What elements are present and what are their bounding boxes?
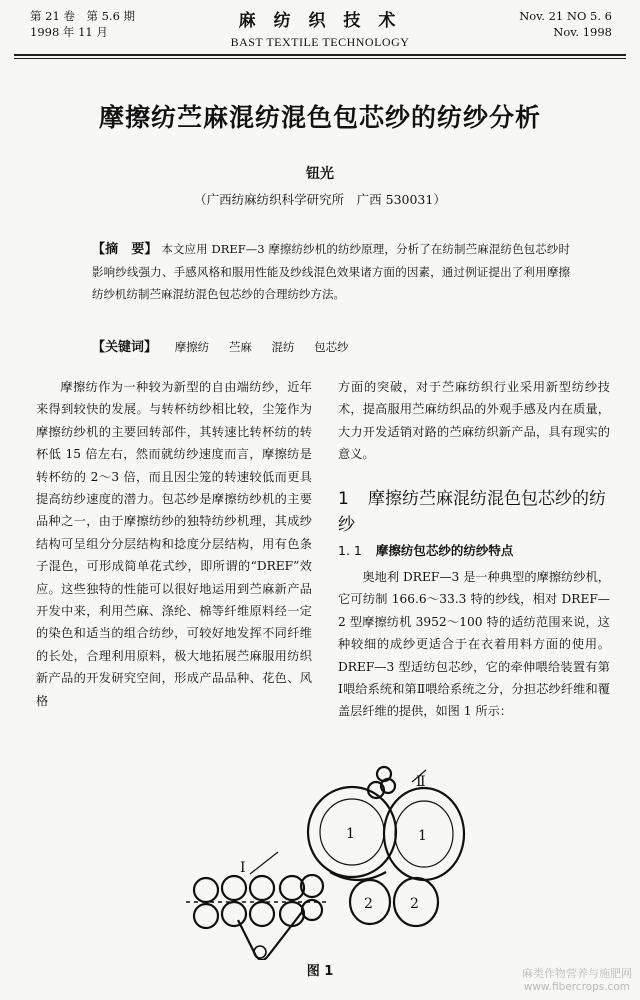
label-system-I: I (240, 860, 246, 876)
intro-paragraph: 摩擦纺作为一种较为新型的自由端纺纱，近年来得到较快的发展。与转杯纺纱相比较，尘笼作为摩擦纺纱机的主要回转部件，其转速比转杯纺的转杯低 15 倍左右，然而就纺纱速度而言，摩擦纺是转杯纺的 2～3 倍，而且因尘笼的转速较低而更具提高纺纱速度的潜力。包芯纱是摩擦纺纱机的主要品种之一，由于摩擦纺纱的独特纺纱机理，其成纱结构可呈组分分层结构和捻度分层结构，用有色条子混色，可形成简单花式纱，即所谓的“DREF”效应。这些独特的性能可以很好地运用到苎麻新产品开发中来，利用苎麻、涤纶、棉等纤维原料经一定的染色和适当的组合纺纱，可较好地发挥不同纤维的长处，合理利用原料，极大地拓展苎麻服用纺织新产品的开发研究空间，形成产品品种、花色、风格 (36, 380, 312, 708)
abstract-label: 【摘 要】 (92, 242, 158, 257)
roller-label-2: 2 (364, 896, 373, 912)
author: 钮光 (306, 166, 334, 182)
draft-roller (302, 900, 322, 920)
draft-roller (250, 902, 274, 926)
subsection-heading-1-1 (338, 541, 513, 559)
section-title: 摩擦纺苎麻混纺混色包芯纱的纺纱 (338, 489, 606, 535)
header-rule-thin (14, 58, 626, 59)
draft-roller (194, 904, 218, 928)
draft-roller (194, 878, 218, 902)
issue-date-cn: 1998 年 11 月 (30, 25, 108, 39)
journal-name-en: BAST TEXTILE TECHNOLOGY (230, 35, 410, 49)
draft-roller (222, 876, 246, 900)
apron-belt (238, 912, 302, 960)
dref-paragraph: 奥地利 DREF—3 是一种典型的摩擦纺纱机，它可纺制 166.6～33.3 特的纱线，相对 DREF—2 型摩擦纺机 3952～100 特的适纺范围来说，这种较细的成纱更适合于在衣着用料方面的使用。DREF—3 型适纺包芯纱，它的牵伸喂给装置有第Ⅰ喂给系统和第Ⅱ喂给系统之分，分担芯纱纤维和覆盖层纤维的提供，如图 1 所示： (338, 570, 610, 719)
keyword: 苎麻 (228, 340, 252, 354)
figure-1-diagram (180, 760, 470, 960)
label-system-II: Ⅱ (416, 774, 426, 790)
header-rule (14, 54, 626, 56)
section-number: 1 (338, 489, 349, 509)
abstract (92, 238, 570, 305)
journal-name-cn: 麻 纺 织 技 术 (238, 11, 402, 31)
paper-title: 摩擦纺苎麻混纺混色包芯纱的纺纱分析 (98, 103, 541, 132)
figure-caption: 图 1 (306, 964, 334, 979)
subsection-number: 1. 1 (338, 543, 362, 558)
watermark-cn: 麻类作物营养与施肥网 (522, 967, 632, 980)
abstract-text: 本文应用 DREF—3 摩擦纺纱机的纺纱原理，分析了在纺制苎麻混纺色包芯纱时影响纱线强力、手感风格和服用性能及纱线混色效果诸方面的因素，通过例证提出了利用摩擦纺纱机纺制苎麻混纺混色包芯纱的合理纺纱方法。 (92, 242, 570, 301)
subsection-title: 摩擦纺包芯纱的纺纱特点 (375, 543, 514, 558)
draft-roller (222, 902, 246, 926)
journal-volume-info-en (519, 8, 612, 40)
body-left-column (36, 376, 312, 712)
roller-label-1: 1 (418, 828, 427, 844)
roller-label-1: 1 (346, 826, 355, 842)
intro-paragraph-continued: 方面的突破，对于苎麻纺织行业采用新型纺纱技术，提高服用苎麻纺织品的外观手感及内在质量，大力开发适销对路的苎麻纺织新产品，具有现实的意义。 (338, 380, 610, 462)
keyword: 混纺 (271, 340, 295, 354)
keywords (92, 336, 365, 355)
issue-date-en: Nov. 1998 (553, 25, 612, 39)
volume-issue-en: Nov. 21 NO 5. 6 (519, 9, 612, 23)
keyword: 摩擦纺 (174, 340, 210, 354)
volume-issue: 第 21 卷 第 5.6 期 (30, 9, 136, 23)
affiliation: （广西纺麻纺织科学研究所 广西 530031） (194, 192, 446, 207)
keywords-label: 【关键词】 (92, 340, 158, 355)
yarn-path (250, 852, 278, 874)
draft-roller (250, 876, 274, 900)
keyword: 包芯纱 (314, 340, 349, 354)
feed-roller-small (377, 767, 391, 781)
body-right-column (338, 376, 610, 466)
roller-label-2: 2 (410, 896, 419, 912)
section-paragraph (338, 566, 610, 723)
section-heading-1 (338, 486, 618, 538)
watermark-url: www.fibercrops.com (523, 981, 630, 993)
